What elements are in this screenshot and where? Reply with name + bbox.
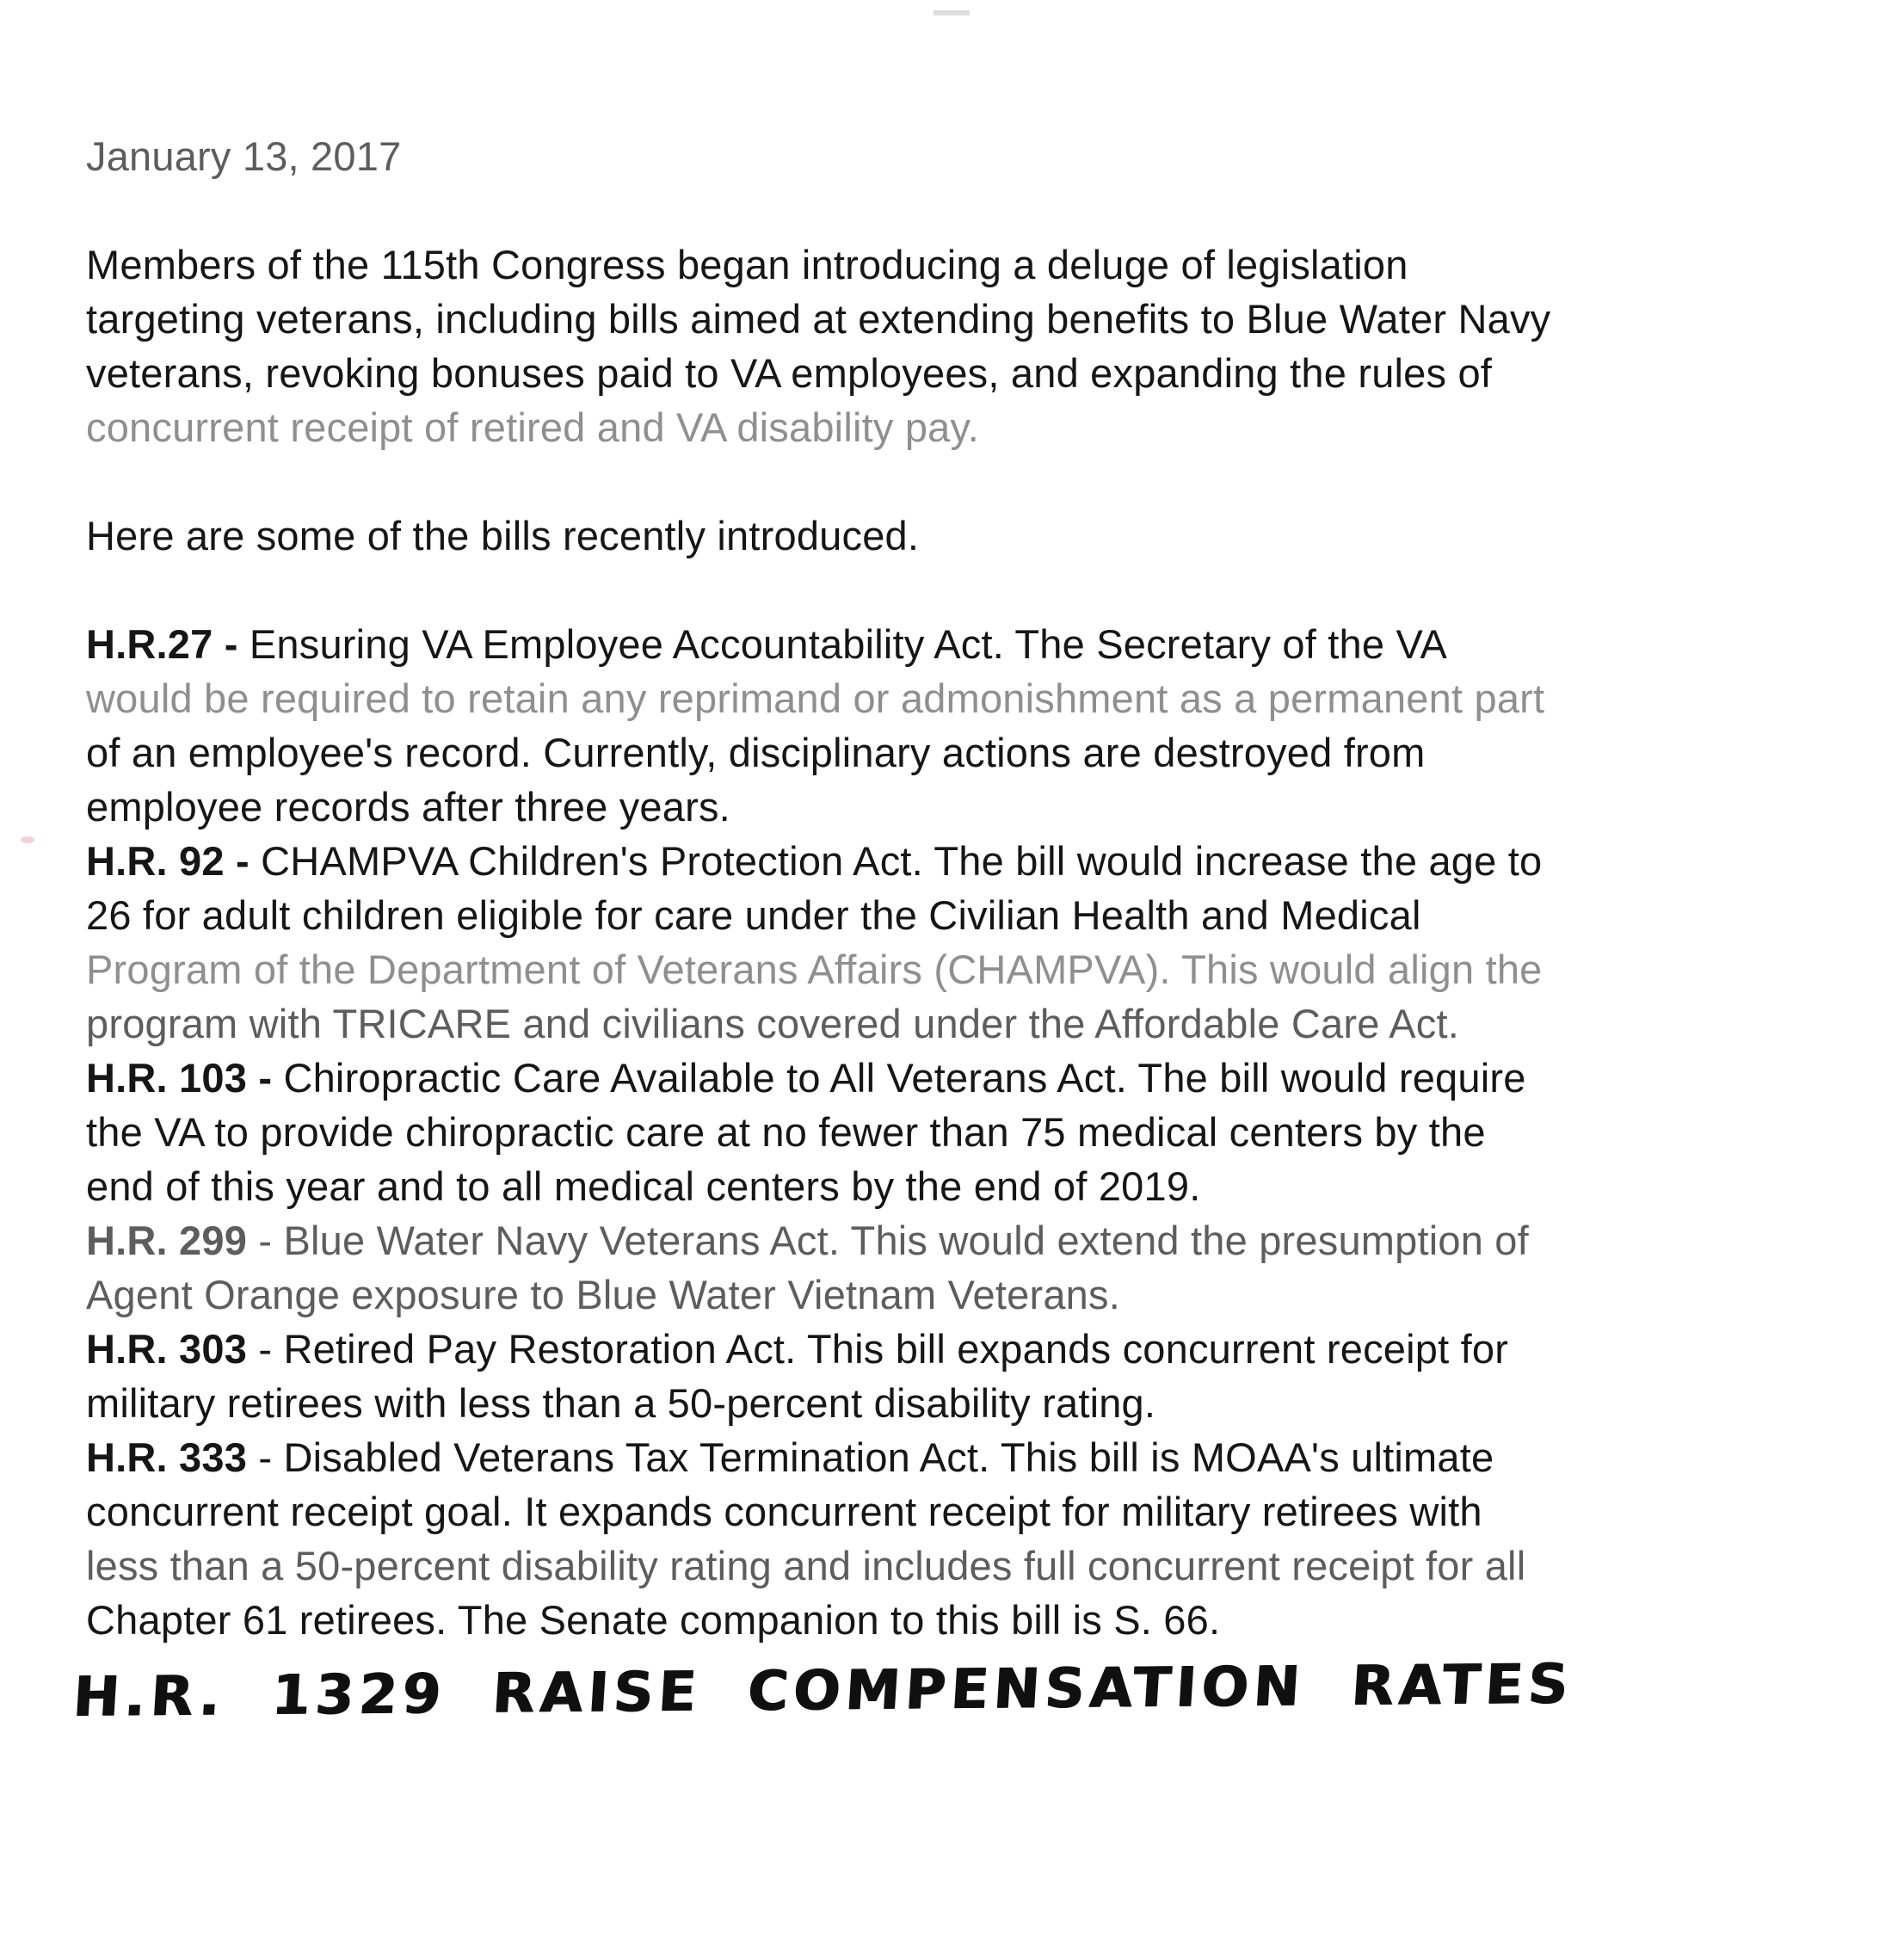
document-line	[86, 617, 1878, 671]
document-line	[86, 1213, 1878, 1267]
bill-number: H.R. 299	[86, 1218, 248, 1263]
bill-text: program with TRICARE and civilians covered under the Affordable Care Act.	[86, 1001, 1459, 1046]
document-line	[86, 1267, 1878, 1322]
document-line	[86, 780, 1878, 834]
bill-text: Chapter 61 retirees. The Senate companion to this bill is S. 66.	[86, 1597, 1221, 1643]
bill-text: of an employee's record. Currently, disciplinary actions are destroyed from	[86, 730, 1426, 775]
bill-text: Program of the Department of Veterans Affairs (CHAMPVA). This would align the	[86, 947, 1543, 992]
document-line: Here are some of the bills recently introduced.	[86, 513, 920, 558]
document-line	[86, 834, 1878, 888]
bill-number: H.R. 103 -	[86, 1055, 273, 1101]
date-block	[86, 129, 1878, 183]
document-line	[86, 725, 1878, 780]
document-line	[86, 1539, 1878, 1593]
date-line: January 13, 2017	[86, 133, 402, 179]
intro-paragraph	[86, 237, 1878, 454]
bill-text: concurrent receipt goal. It expands concurrent receipt for military retirees with	[86, 1489, 1482, 1534]
bill-number: H.R. 303	[86, 1326, 248, 1372]
bill-number: H.R.27 -	[86, 621, 238, 667]
document-line: veterans, revoking bonuses paid to VA employees, and expanding the rules of	[86, 350, 1493, 396]
bill-text: CHAMPVA Children's Protection Act. The bill would increase the age to	[249, 838, 1543, 884]
bills-list	[86, 617, 1878, 1647]
scan-artifact	[21, 836, 34, 843]
document-line	[86, 1430, 1878, 1484]
document-line: concurrent receipt of retired and VA disability pay.	[86, 404, 979, 450]
bill-text: - Retired Pay Restoration Act. This bill expands concurrent receipt for	[247, 1326, 1509, 1372]
document-line: targeting veterans, including bills aimed at extending benefits to Blue Water Navy	[86, 296, 1551, 342]
document-line	[86, 996, 1878, 1051]
bill-text: Chiropractic Care Available to All Veterans Act. The bill would require	[272, 1055, 1526, 1101]
document-line	[86, 1105, 1878, 1159]
document-line	[86, 888, 1878, 942]
bill-text: Ensuring VA Employee Accountability Act. The Secretary of the VA	[237, 621, 1448, 667]
document-line	[86, 1159, 1878, 1213]
bill-text: 26 for adult children eligible for care under the Civilian Health and Medical	[86, 892, 1421, 938]
document-line	[86, 1376, 1878, 1430]
bill-text: employee records after three years.	[86, 784, 730, 830]
document-line	[86, 1484, 1878, 1539]
bill-text: - Blue Water Navy Veterans Act. This would extend the presumption of	[247, 1218, 1529, 1263]
lead-in-block	[86, 509, 1878, 563]
bill-number: H.R. 92 -	[86, 838, 250, 884]
bill-text: less than a 50-percent disability rating and includes full concurrent receipt for all	[86, 1543, 1526, 1588]
bill-text: the VA to provide chiropractic care at no fewer than 75 medical centers by the	[86, 1109, 1486, 1155]
bill-text: would be required to retain any reprimand or admonishment as a permanent part	[86, 675, 1545, 721]
handwritten-note: H.R. 1329 RAISE COMPENSATION RATES	[71, 1652, 1574, 1730]
bill-number: H.R. 333	[86, 1434, 248, 1480]
bill-text: - Disabled Veterans Tax Termination Act. This bill is MOAA's ultimate	[247, 1434, 1494, 1480]
document-line	[86, 942, 1878, 996]
bill-text: military retirees with less than a 50-percent disability rating.	[86, 1380, 1156, 1426]
bill-text: end of this year and to all medical centers by the end of 2019.	[86, 1163, 1201, 1209]
document-line	[86, 671, 1878, 725]
document-line	[86, 1051, 1878, 1105]
scanner-mark	[934, 10, 970, 15]
bill-text: Agent Orange exposure to Blue Water Vietnam Veterans.	[86, 1272, 1120, 1317]
document-line	[86, 1322, 1878, 1376]
document-line: Members of the 115th Congress began introducing a deluge of legislation	[86, 242, 1408, 287]
